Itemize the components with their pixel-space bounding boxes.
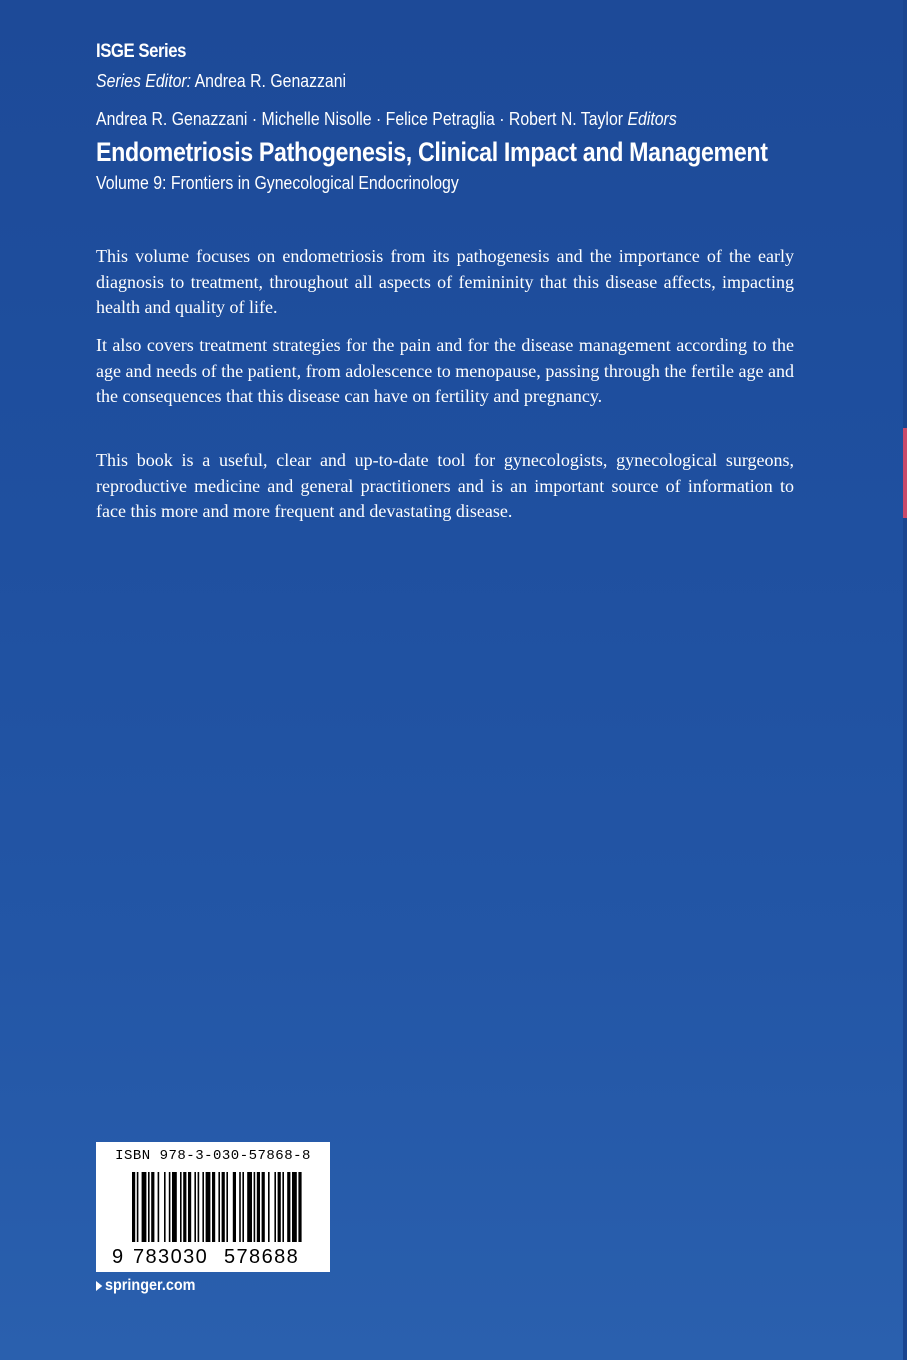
isbn-label: ISBN 978-3-030-57868-8 [115, 1148, 311, 1164]
barcode-bar [172, 1172, 177, 1242]
barcode-bar [142, 1172, 147, 1242]
barcode-bar [257, 1172, 260, 1242]
barcode-bar [148, 1172, 150, 1242]
barcode-bar [239, 1172, 241, 1242]
barcode-bar [198, 1172, 200, 1242]
arrow-right-icon [96, 1281, 102, 1291]
barcode-bar [233, 1172, 236, 1242]
barcode-bar [188, 1172, 191, 1242]
book-title: Endometriosis Pathogenesis, Clinical Impact and Management [96, 137, 768, 167]
barcode-bar [222, 1172, 225, 1242]
barcode-bar [158, 1172, 160, 1242]
barcode-bar [226, 1172, 228, 1242]
barcode-bar [254, 1172, 256, 1242]
barcode-bar [218, 1172, 220, 1242]
barcode-bar [183, 1172, 186, 1242]
editors-line [96, 109, 677, 130]
barcode-bar [212, 1172, 215, 1242]
editor-names: Andrea R. Genazzani · Michelle Nisolle · Felice Petraglia · Robert N. Taylor [96, 109, 624, 129]
barcode-bar [242, 1172, 244, 1242]
publisher-link-text[interactable]: springer.com [105, 1277, 196, 1294]
barcode-bar [194, 1172, 196, 1242]
barcode-bar [282, 1172, 284, 1242]
barcode-bar [169, 1172, 171, 1242]
barcode-bar [206, 1172, 211, 1242]
barcode-bar [268, 1172, 270, 1242]
spine-accent-mark [903, 428, 907, 518]
barcode-bar [137, 1172, 139, 1242]
barcode-bar [287, 1172, 290, 1242]
barcode-bar [298, 1172, 301, 1242]
ean-left-group: 783030 [133, 1246, 209, 1268]
barcode-bar [164, 1172, 166, 1242]
publisher-link[interactable] [96, 1277, 195, 1295]
description-paragraph: It also covers treatment strategies for the pain and for the disease management according to the age and needs of the patient, from adolescence to menopause, passing through the fertile age and the consequences that this disease can have on fertility and pregnancy. [96, 335, 794, 407]
barcode-bar [180, 1172, 182, 1242]
series-editor-label: Series Editor: [96, 71, 192, 91]
editors-label: Editors [627, 109, 677, 129]
description-paragraph: This volume focuses on endometriosis from its pathogenesis and the importance of the early diagnosis to treatment, throughout all aspects of femininity that this disease affects, impacting health and quality of life. [96, 246, 794, 318]
book-subtitle: Volume 9: Frontiers in Gynecological Endocrinology [96, 173, 459, 193]
series-editor-name: Andrea R. Genazzani [194, 71, 347, 91]
barcode-bar [292, 1172, 297, 1242]
barcode-bar [247, 1172, 252, 1242]
series-name: ISGE Series [96, 41, 186, 62]
description-paragraph: This book is a useful, clear and up-to-date tool for gynecologists, gynecological surgeons, reproductive medicine and general practitioners and is an important source of information to face this more and more frequent and devastating disease. [96, 450, 794, 522]
spine-edge [903, 0, 907, 1360]
barcode-bar [262, 1172, 265, 1242]
barcode-bar [151, 1172, 154, 1242]
ean-first-digit: 9 [112, 1246, 125, 1268]
isbn-barcode [96, 1142, 330, 1272]
series-editor-line [96, 71, 346, 92]
barcode-bar [278, 1172, 281, 1242]
barcode-bar [132, 1172, 135, 1242]
barcode-bar [274, 1172, 276, 1242]
ean-right-group: 578688 [224, 1246, 300, 1268]
barcode-bar [202, 1172, 204, 1242]
